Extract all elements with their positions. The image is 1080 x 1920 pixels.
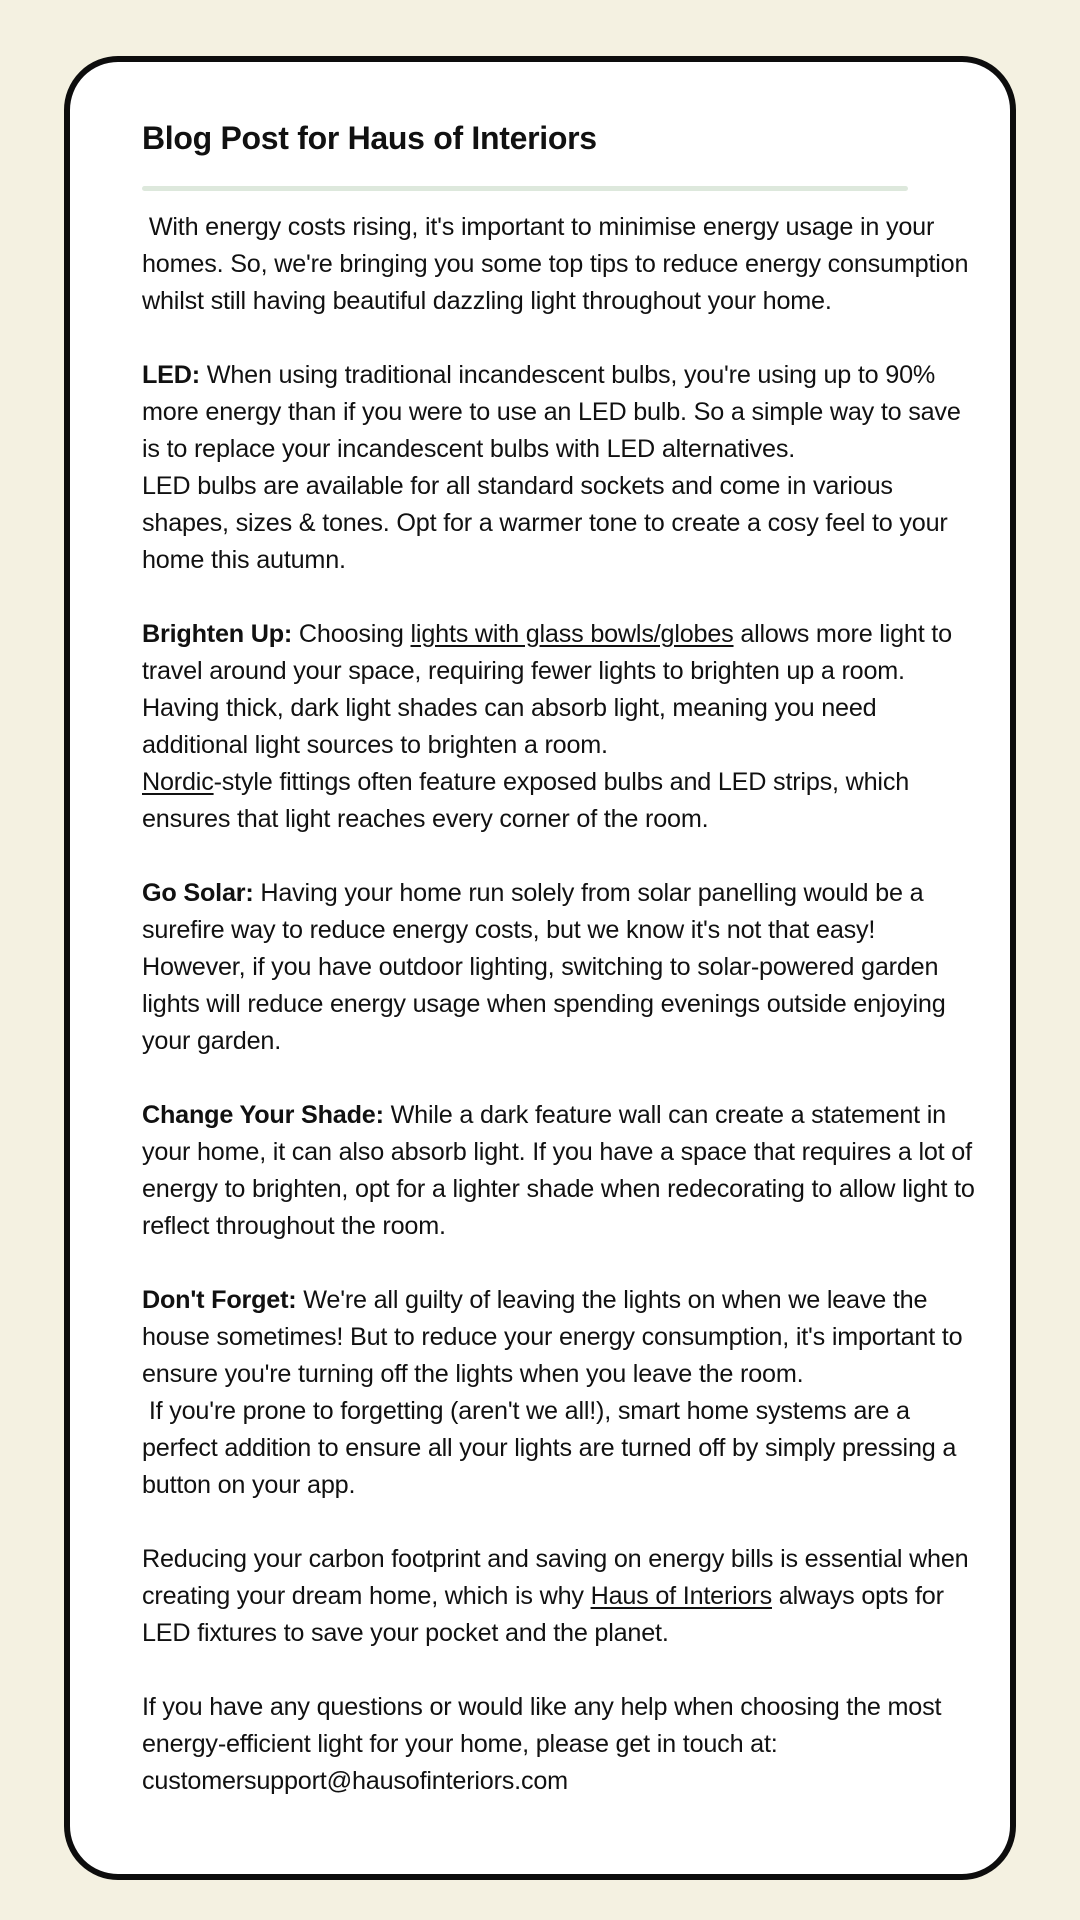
brighten-text-a: Choosing bbox=[292, 620, 411, 648]
haus-of-interiors-link[interactable]: Haus of Interiors bbox=[590, 1582, 772, 1610]
brighten-line-2 bbox=[142, 764, 982, 838]
blog-content bbox=[142, 110, 982, 1837]
led-text: When using traditional incandescent bulbs, you're using up to 90% more energy than if you were to use an LED bulb. So a simple way to save is to replace your incandescent bulbs with LED alternatives. bbox=[142, 361, 968, 463]
carbon-text-a: Reducing your carbon footprint and saving on energy bills is essential when creating your dream home, which is why bbox=[142, 1545, 976, 1610]
solar-heading: Go Solar: bbox=[142, 879, 254, 907]
led-text-2: LED bulbs are available for all standard sockets and come in various shapes, sizes & tones. Opt for a warmer tone to create a cosy feel to your home this autumn. bbox=[142, 472, 955, 574]
intro-paragraph: With energy costs rising, it's important to minimise energy usage in your homes. So, we're bringing you some top tips to reduce energy consumption whilst still having beautiful dazzling light throughout your home. bbox=[142, 213, 976, 315]
solar-text: Having your home run solely from solar panelling would be a surefire way to reduce energy costs, but we know it's not that easy! However, if you have outdoor lighting, switching to solar-powered garden lights will reduce energy usage when spending evenings outside enjoying your garden. bbox=[142, 879, 953, 1055]
nordic-link[interactable]: Nordic bbox=[142, 768, 214, 796]
carbon-paragraph bbox=[142, 1541, 982, 1652]
shade-heading: Change Your Shade: bbox=[142, 1101, 384, 1129]
brighten-text-b: allows more light to travel around your space, requiring fewer lights to brighten up a room. Having thick, dark light shades can absorb light, meaning you need additional light sources to brighten a room. bbox=[142, 620, 959, 759]
contact-email[interactable]: customersupport@hausofinteriors.com bbox=[142, 1767, 568, 1795]
led-heading: LED: bbox=[142, 361, 200, 389]
forget-section bbox=[142, 1282, 982, 1504]
page-title: Blog Post for Haus of Interiors bbox=[142, 120, 597, 156]
forget-text-2: If you're prone to forgetting (aren't we all!), smart home systems are a perfect addition to ensure all your lights are turned off by simply pressing a button on your app. bbox=[142, 1397, 963, 1499]
led-section bbox=[142, 357, 982, 579]
brighten-section bbox=[142, 616, 982, 838]
forget-heading: Don't Forget: bbox=[142, 1286, 297, 1314]
solar-section bbox=[142, 875, 982, 1060]
brighten-text-c: -style fittings often feature exposed bulbs and LED strips, which ensures that light reaches every corner of the room. bbox=[142, 768, 916, 833]
contact-text: If you have any questions or would like any help when choosing the most energy-efficient light for your home, please get in touch at: bbox=[142, 1693, 949, 1758]
glass-bowls-link[interactable]: lights with glass bowls/globes bbox=[410, 620, 734, 648]
title-divider bbox=[142, 186, 908, 191]
carbon-text-b: always opts for LED fixtures to save your pocket and the planet. bbox=[142, 1582, 951, 1647]
contact-paragraph bbox=[142, 1689, 982, 1800]
forget-text: We're all guilty of leaving the lights on when we leave the house sometimes! But to reduce your energy consumption, it's important to ensure you're turning off the lights when you leave the room. bbox=[142, 1286, 970, 1388]
shade-section bbox=[142, 1097, 982, 1245]
brighten-heading: Brighten Up: bbox=[142, 620, 293, 648]
shade-text: While a dark feature wall can create a statement in your home, it can also absorb light. If you have a space that requires a lot of energy to brighten, opt for a lighter shade when redecorating to allow light to reflect throughout the room. bbox=[142, 1101, 982, 1240]
